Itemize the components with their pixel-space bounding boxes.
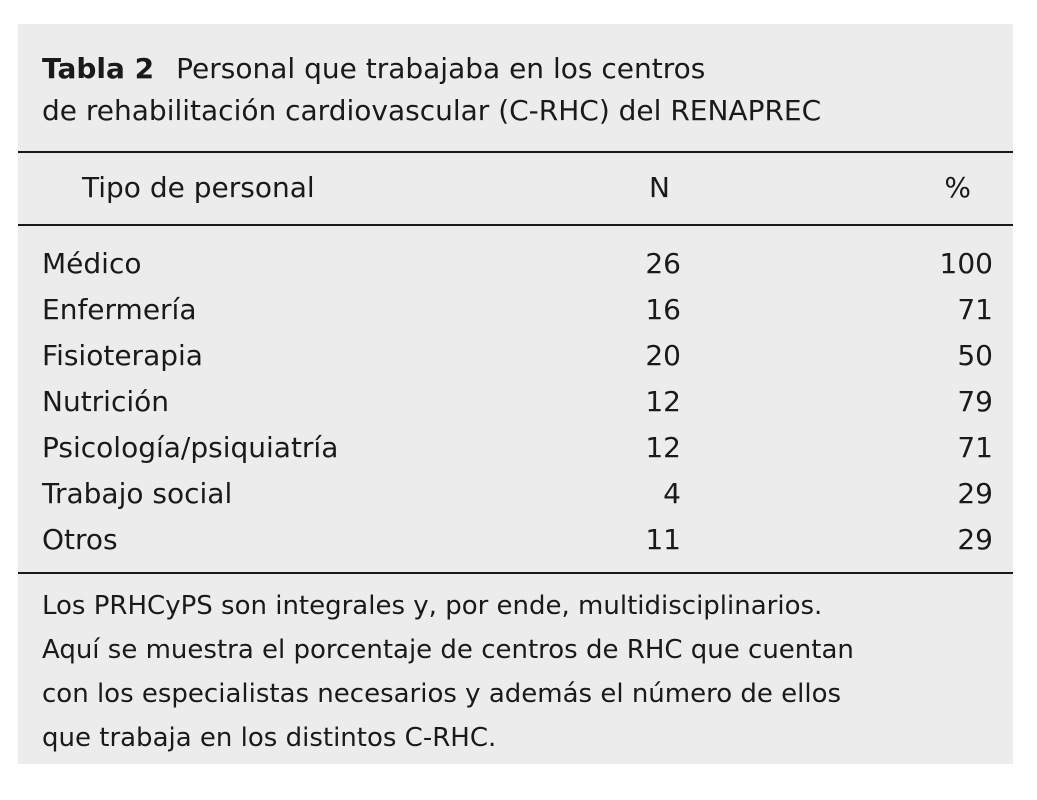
row-type: Trabajo social bbox=[42, 477, 233, 510]
row-percent: 29 bbox=[957, 523, 993, 556]
footnote-line-2: Aquí se muestra el porcentaje de centros de RHC que cuentan bbox=[42, 635, 854, 665]
table-row bbox=[18, 287, 1013, 333]
row-n: 20 bbox=[645, 339, 681, 372]
table-row bbox=[18, 517, 1013, 563]
row-type: Psicología/psiquiatría bbox=[42, 431, 339, 464]
table-footnote bbox=[42, 584, 992, 760]
row-n: 26 bbox=[645, 247, 681, 280]
footnote-line-4: que trabaja en los distintos C-RHC. bbox=[42, 723, 497, 753]
row-percent: 100 bbox=[939, 247, 993, 280]
table-title-line-1: Personal que trabajaba en los centros bbox=[176, 52, 706, 85]
table-body bbox=[18, 241, 1013, 563]
table-title-line-2: de rehabilitación cardiovascular (C-RHC) del RENAPREC bbox=[42, 94, 822, 127]
row-n: 12 bbox=[645, 431, 681, 464]
table-row bbox=[18, 471, 1013, 517]
table-row bbox=[18, 241, 1013, 287]
table-card bbox=[18, 24, 1013, 764]
row-type: Fisioterapia bbox=[42, 339, 203, 372]
row-n: 16 bbox=[645, 293, 681, 326]
table-caption bbox=[42, 48, 821, 132]
table-row bbox=[18, 333, 1013, 379]
header-n: N bbox=[649, 171, 670, 204]
row-n: 12 bbox=[645, 385, 681, 418]
row-percent: 79 bbox=[957, 385, 993, 418]
row-n: 11 bbox=[645, 523, 681, 556]
row-type: Médico bbox=[42, 247, 142, 280]
header-rule bbox=[18, 224, 1013, 226]
header-percent: % bbox=[944, 171, 971, 204]
row-type: Nutrición bbox=[42, 385, 170, 418]
table-row bbox=[18, 379, 1013, 425]
row-n: 4 bbox=[663, 477, 681, 510]
table-label: Tabla 2 bbox=[42, 52, 155, 85]
table-header-row bbox=[18, 165, 1013, 211]
row-percent: 50 bbox=[957, 339, 993, 372]
header-tipo-de-personal: Tipo de personal bbox=[82, 171, 315, 204]
table-row bbox=[18, 425, 1013, 471]
top-rule bbox=[18, 151, 1013, 153]
caption-line-1 bbox=[42, 48, 821, 90]
bottom-rule bbox=[18, 572, 1013, 574]
row-type: Enfermería bbox=[42, 293, 197, 326]
row-percent: 71 bbox=[957, 431, 993, 464]
footnote-line-3: con los especialistas necesarios y además el número de ellos bbox=[42, 679, 842, 709]
row-percent: 71 bbox=[957, 293, 993, 326]
footnote-line-1: Los PRHCyPS son integrales y, por ende, multidisciplinarios. bbox=[42, 591, 823, 621]
row-percent: 29 bbox=[957, 477, 993, 510]
row-type: Otros bbox=[42, 523, 118, 556]
